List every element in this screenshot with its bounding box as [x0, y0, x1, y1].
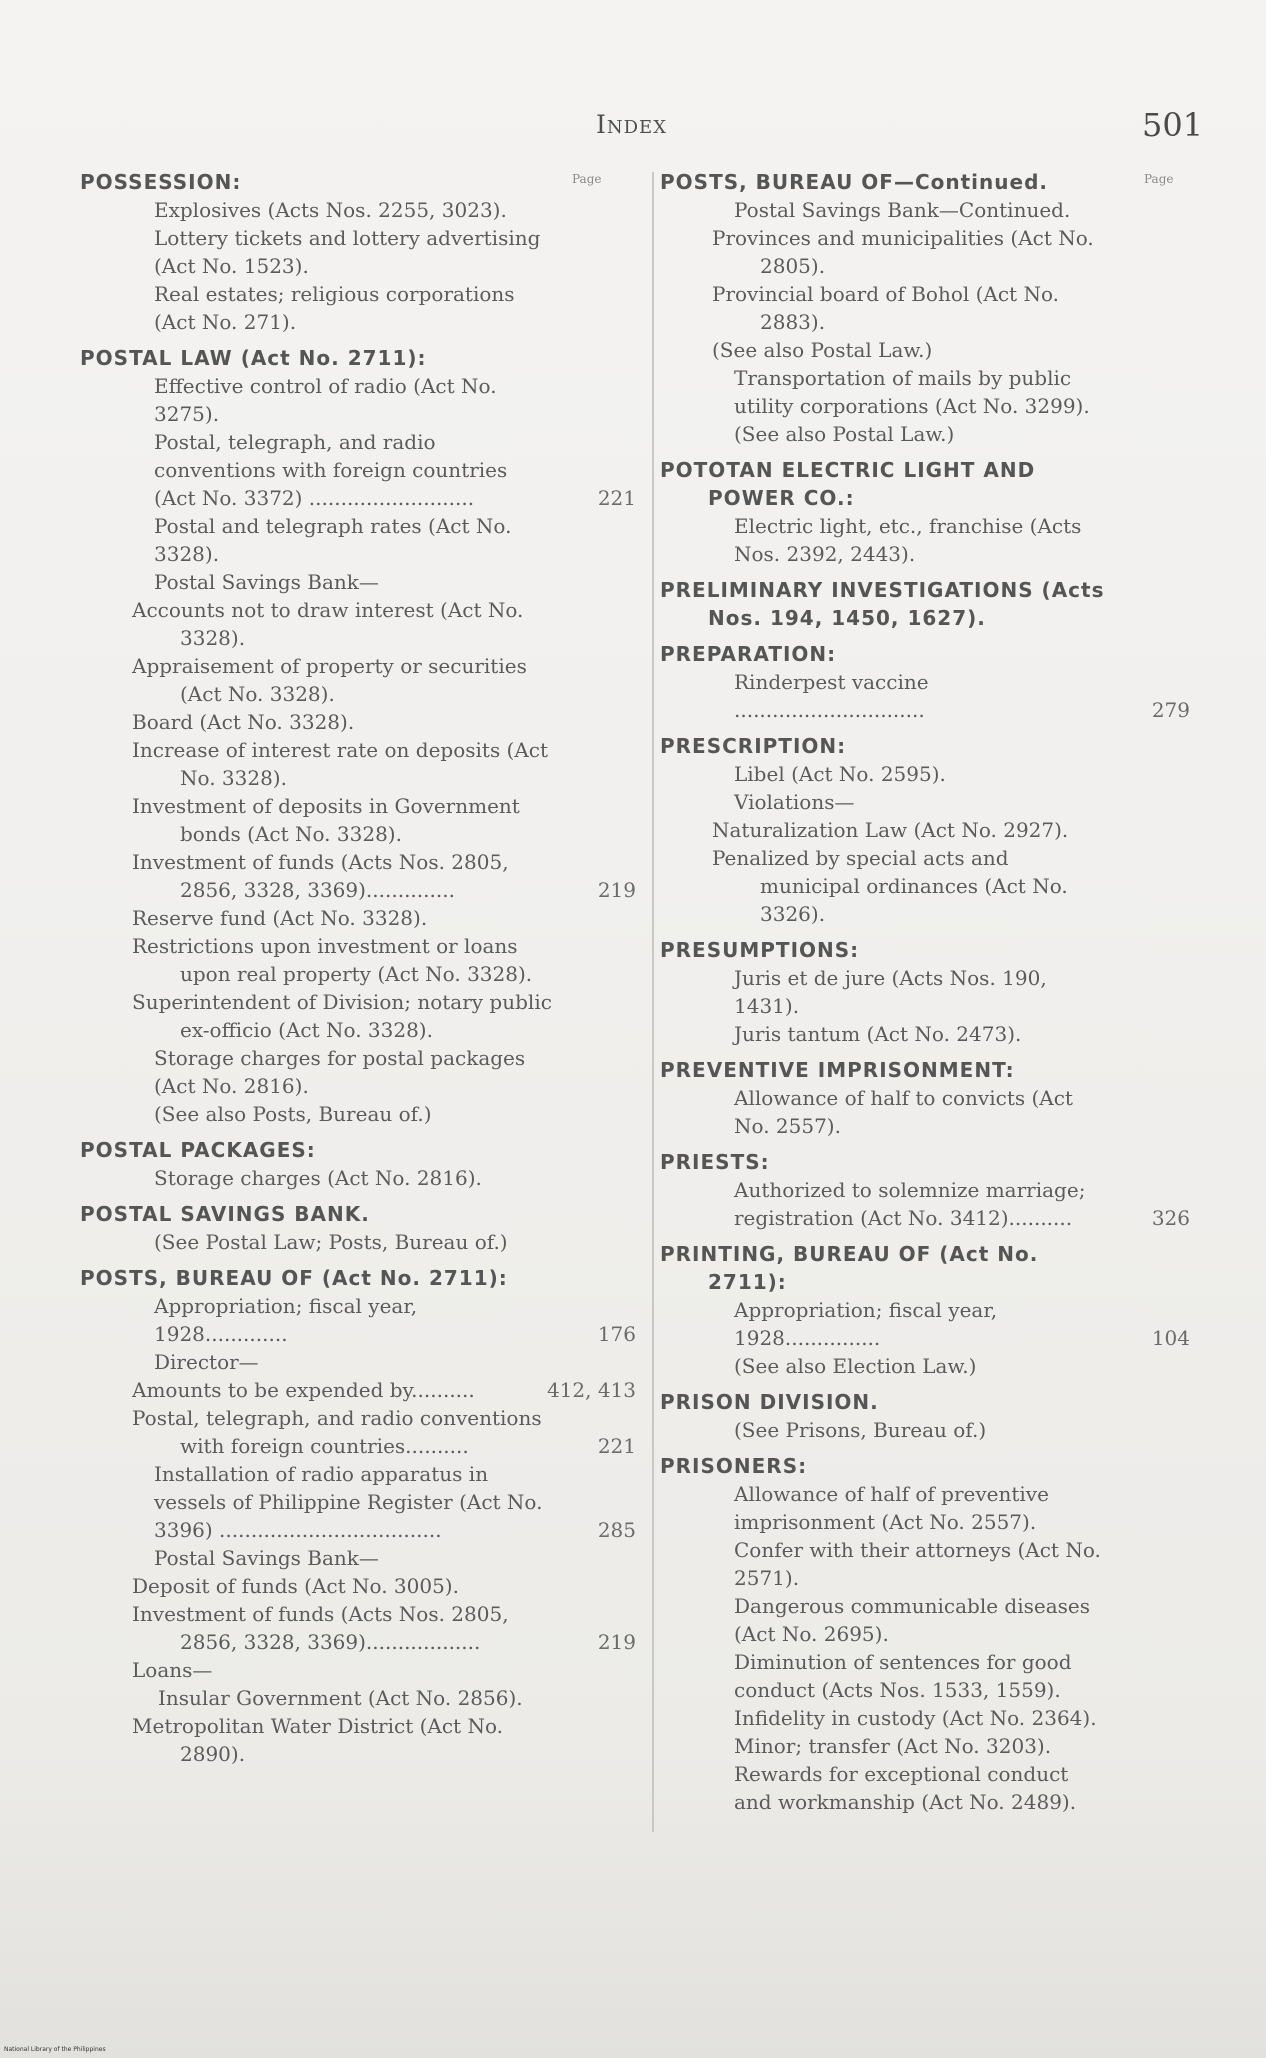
index-entry-text: POSSESSION:: [80, 170, 242, 194]
index-entry-text: Postal Savings Bank—: [154, 570, 379, 594]
index-entry: [660, 456, 1190, 512]
index-entry: [686, 1648, 1190, 1704]
footer-credit: National Library of the Philippines: [4, 2046, 106, 2053]
index-entry-text: Authorized to solemnize marriage; registration (Act No. 3412)..........: [734, 1178, 1086, 1230]
index-entry-text: Infidelity in custody (Act No. 2364).: [734, 1706, 1097, 1730]
index-entry-text: PREVENTIVE IMPRISONMENT:: [660, 1058, 1015, 1082]
index-entry: [686, 196, 1190, 224]
index-entry: [106, 1164, 636, 1192]
index-entry-page: 104: [1151, 1326, 1190, 1350]
index-entry-text: Libel (Act No. 2595).: [734, 762, 946, 786]
index-entry-text: Amounts to be expended by..........: [132, 1378, 475, 1402]
index-entry-text: Investment of funds (Acts Nos. 2805, 2856, 3328, 3369)..............: [132, 850, 509, 902]
index-entry-text: Real estates; religious corporations (Act No. 271).: [154, 282, 515, 334]
index-entry: [660, 1452, 1190, 1480]
index-entry-page: 326: [1151, 1206, 1190, 1230]
index-entry: [686, 1020, 1190, 1048]
index-entry-text: Rinderpest vaccine ..............................: [734, 670, 929, 722]
index-entry: [80, 344, 636, 372]
index-entry: [660, 1388, 1190, 1416]
index-entry: [106, 428, 636, 512]
index-entry: [660, 732, 1190, 760]
index-entry: [686, 1416, 1190, 1444]
index-entry: [132, 932, 636, 988]
index-entry-text: Investment of deposits in Government bonds (Act No. 3328).: [132, 794, 520, 846]
index-entry: [132, 596, 636, 652]
index-entry: [686, 1296, 1190, 1352]
index-entry: [106, 1228, 636, 1256]
index-entry: [132, 988, 636, 1044]
index-entry: [106, 372, 636, 428]
index-entry-text: Increase of interest rate on deposits (Act No. 3328).: [132, 738, 549, 790]
index-entry: [686, 1536, 1190, 1592]
index-entry: [686, 1760, 1190, 1816]
index-entry-text: POSTAL PACKAGES:: [80, 1138, 316, 1162]
index-entry: [686, 1704, 1190, 1732]
index-entry-text: PRESCRIPTION:: [660, 734, 847, 758]
index-entry: [660, 576, 1190, 632]
index-entry-text: Loans—: [132, 1658, 213, 1682]
right-column: [660, 168, 1190, 1816]
index-entry-text: PRINTING, BUREAU OF (Act No. 2711):: [660, 1242, 1039, 1294]
index-entry-text: Violations—: [734, 790, 855, 814]
index-entry: [132, 1712, 636, 1768]
index-entry: [686, 1352, 1190, 1380]
index-entry-text: POSTAL LAW (Act No. 2711):: [80, 346, 427, 370]
index-entry-text: PRELIMINARY INVESTIGATIONS (Acts Nos. 194, 1450, 1627).: [660, 578, 1105, 630]
index-entry: [132, 1600, 636, 1656]
page-column-label: Page: [572, 172, 602, 186]
running-head: [0, 106, 1266, 146]
index-entry-text: Appropriation; fiscal year, 1928...............: [734, 1298, 998, 1350]
index-entry: [132, 848, 636, 904]
index-entry-text: Storage charges for postal packages (Act No. 2816).: [154, 1046, 526, 1098]
index-entry-text: Reserve fund (Act No. 3328).: [132, 906, 428, 930]
index-entry: [686, 668, 1190, 724]
index-entry-page: 176: [597, 1322, 636, 1346]
index-entry-text: Dangerous communicable diseases (Act No. 2695).: [734, 1594, 1091, 1646]
index-entry: [106, 568, 636, 596]
index-entry-text: PRIESTS:: [660, 1150, 770, 1174]
index-entry: [80, 1200, 636, 1228]
index-entry-text: Postal, telegraph, and radio conventions with foreign countries (Act No. 3372) ..........................: [154, 430, 508, 510]
index-entry: [686, 1084, 1190, 1140]
index-entry-text: Director—: [154, 1350, 259, 1374]
index-entry: [660, 936, 1190, 964]
index-entry: [132, 652, 636, 708]
index-entry-text: Penalized by special acts and municipal ordinances (Act No. 3326).: [712, 846, 1068, 926]
index-entry: [686, 788, 1190, 816]
index-entry-text: Provinces and municipalities (Act No. 2805).: [712, 226, 1094, 278]
page-column-label: Page: [1144, 172, 1174, 186]
index-entry-text: Transportation of mails by public utility corporations (Act No. 3299).: [734, 366, 1090, 418]
index-entry-text: (See also Postal Law.): [734, 422, 955, 446]
index-entry-text: Effective control of radio (Act No. 3275).: [154, 374, 497, 426]
index-entry-text: POSTS, BUREAU OF—Continued.: [660, 170, 1048, 194]
index-entry: [106, 1460, 636, 1544]
index-entry: [686, 1176, 1190, 1232]
column-divider: [652, 172, 654, 1832]
index-entry-text: POSTAL SAVINGS BANK.: [80, 1202, 370, 1226]
index-entry-text: Minor; transfer (Act No. 3203).: [734, 1734, 1052, 1758]
index-entry-text: POSTS, BUREAU OF (Act No. 2711):: [80, 1266, 508, 1290]
index-entry: [80, 168, 636, 196]
index-entry: [106, 512, 636, 568]
index-entry-text: Rewards for exceptional conduct and workmanship (Act No. 2489).: [734, 1762, 1077, 1814]
index-entry: [158, 1684, 636, 1712]
index-entry-text: Installation of radio apparatus in vessels of Philippine Register (Act No. 3396) ...................................: [154, 1462, 543, 1542]
index-entry: [686, 1480, 1190, 1536]
index-entry: [712, 280, 1190, 336]
index-entry: [132, 736, 636, 792]
index-entry: [132, 1572, 636, 1600]
index-entry: [660, 640, 1190, 668]
index-entry: [132, 708, 636, 736]
index-entry: [686, 1592, 1190, 1648]
index-entry-text: Juris tantum (Act No. 2473).: [734, 1022, 1022, 1046]
index-entry: [686, 760, 1190, 788]
index-entry: [686, 364, 1190, 420]
index-entry-text: Appropriation; fiscal year, 1928.............: [154, 1294, 418, 1346]
index-entry-text: Allowance of half to convicts (Act No. 2557).: [734, 1086, 1073, 1138]
index-entry: [106, 1292, 636, 1348]
index-entry-text: (See also Posts, Bureau of.): [154, 1102, 432, 1126]
index-entry-text: Allowance of half of preventive imprisonment (Act No. 2557).: [734, 1482, 1049, 1534]
left-entry-list: [80, 168, 636, 1768]
index-entry-text: Superintendent of Division; notary public ex-officio (Act No. 3328).: [132, 990, 552, 1042]
index-entry-page: 279: [1151, 698, 1190, 722]
index-entry-text: Deposit of funds (Act No. 3005).: [132, 1574, 459, 1598]
left-column: [80, 168, 636, 1768]
index-entry-text: Postal, telegraph, and radio conventions with foreign countries..........: [132, 1406, 542, 1458]
index-entry-text: (See also Postal Law.): [712, 338, 933, 362]
index-entry-page: 221: [597, 1434, 636, 1458]
index-entry: [132, 904, 636, 932]
index-entry: [686, 1732, 1190, 1760]
index-entry-page: 412, 413: [546, 1378, 636, 1402]
index-entry: [132, 792, 636, 848]
index-entry-page: 221: [597, 486, 636, 510]
index-entry: [106, 196, 636, 224]
index-entry-text: Insular Government (Act No. 2856).: [158, 1686, 523, 1710]
index-entry: [106, 224, 636, 280]
index-entry: [686, 964, 1190, 1020]
index-entry-text: Juris et de jure (Acts Nos. 190, 1431).: [734, 966, 1047, 1018]
index-entry-text: Lottery tickets and lottery advertising (Act No. 1523).: [154, 226, 541, 278]
index-entry-text: Diminution of sentences for good conduct (Acts Nos. 1533, 1559).: [734, 1650, 1072, 1702]
page-number: 501: [1142, 106, 1204, 144]
index-entry-text: (See Prisons, Bureau of.): [734, 1418, 987, 1442]
index-entry-page: 219: [597, 878, 636, 902]
index-entry: [132, 1656, 636, 1684]
index-entry: [106, 1100, 636, 1128]
index-entry-text: Restrictions upon investment or loans upon real property (Act No. 3328).: [132, 934, 533, 986]
index-entry-text: Investment of funds (Acts Nos. 2805, 2856, 3328, 3369)..................: [132, 1602, 509, 1654]
index-entry: [106, 1044, 636, 1100]
index-entry: [712, 336, 1190, 364]
index-entry-text: Board (Act No. 3328).: [132, 710, 355, 734]
index-entry-text: Electric light, etc., franchise (Acts Nos. 2392, 2443).: [734, 514, 1082, 566]
index-entry-text: PRESUMPTIONS:: [660, 938, 860, 962]
index-entry-text: (See also Election Law.): [734, 1354, 977, 1378]
index-entry-text: Explosives (Acts Nos. 2255, 3023).: [154, 198, 507, 222]
index-entry-text: POTOTAN ELECTRIC LIGHT AND POWER CO.:: [660, 458, 1036, 510]
index-entry: [686, 420, 1190, 448]
index-entry: [132, 1404, 636, 1460]
index-entry: [106, 1348, 636, 1376]
running-title: Index: [596, 110, 668, 139]
index-entry-text: Naturalization Law (Act No. 2927).: [712, 818, 1069, 842]
index-entry-text: PRISONERS:: [660, 1454, 808, 1478]
index-entry: [80, 1136, 636, 1164]
index-entry-text: Postal Savings Bank—: [154, 1546, 379, 1570]
index-entry: [712, 816, 1190, 844]
index-entry: [660, 1148, 1190, 1176]
index-entry-text: PRISON DIVISION.: [660, 1390, 879, 1414]
index-entry: [686, 512, 1190, 568]
index-entry: [712, 224, 1190, 280]
index-entry-text: Appraisement of property or securities (Act No. 3328).: [132, 654, 527, 706]
index-entry: [660, 168, 1190, 196]
index-entry-page: 219: [597, 1630, 636, 1654]
index-entry-text: PREPARATION:: [660, 642, 837, 666]
index-entry-text: Accounts not to draw interest (Act No. 3328).: [132, 598, 524, 650]
index-entry: [132, 1376, 636, 1404]
index-entry-page: 285: [597, 1518, 636, 1542]
index-entry: [80, 1264, 636, 1292]
right-entry-list: [660, 168, 1190, 1816]
index-entry: [106, 280, 636, 336]
index-entry-text: Confer with their attorneys (Act No. 2571).: [734, 1538, 1101, 1590]
index-entry-text: Provincial board of Bohol (Act No. 2883).: [712, 282, 1060, 334]
index-entry: [712, 844, 1190, 928]
index-entry-text: Metropolitan Water District (Act No. 2890).: [132, 1714, 503, 1766]
index-entry: [660, 1240, 1190, 1296]
index-entry-text: Postal and telegraph rates (Act No. 3328).: [154, 514, 512, 566]
index-entry: [660, 1056, 1190, 1084]
index-entry-text: (See Postal Law; Posts, Bureau of.): [154, 1230, 508, 1254]
index-entry: [106, 1544, 636, 1572]
index-entry-text: Postal Savings Bank—Continued.: [734, 198, 1071, 222]
index-entry-text: Storage charges (Act No. 2816).: [154, 1166, 482, 1190]
